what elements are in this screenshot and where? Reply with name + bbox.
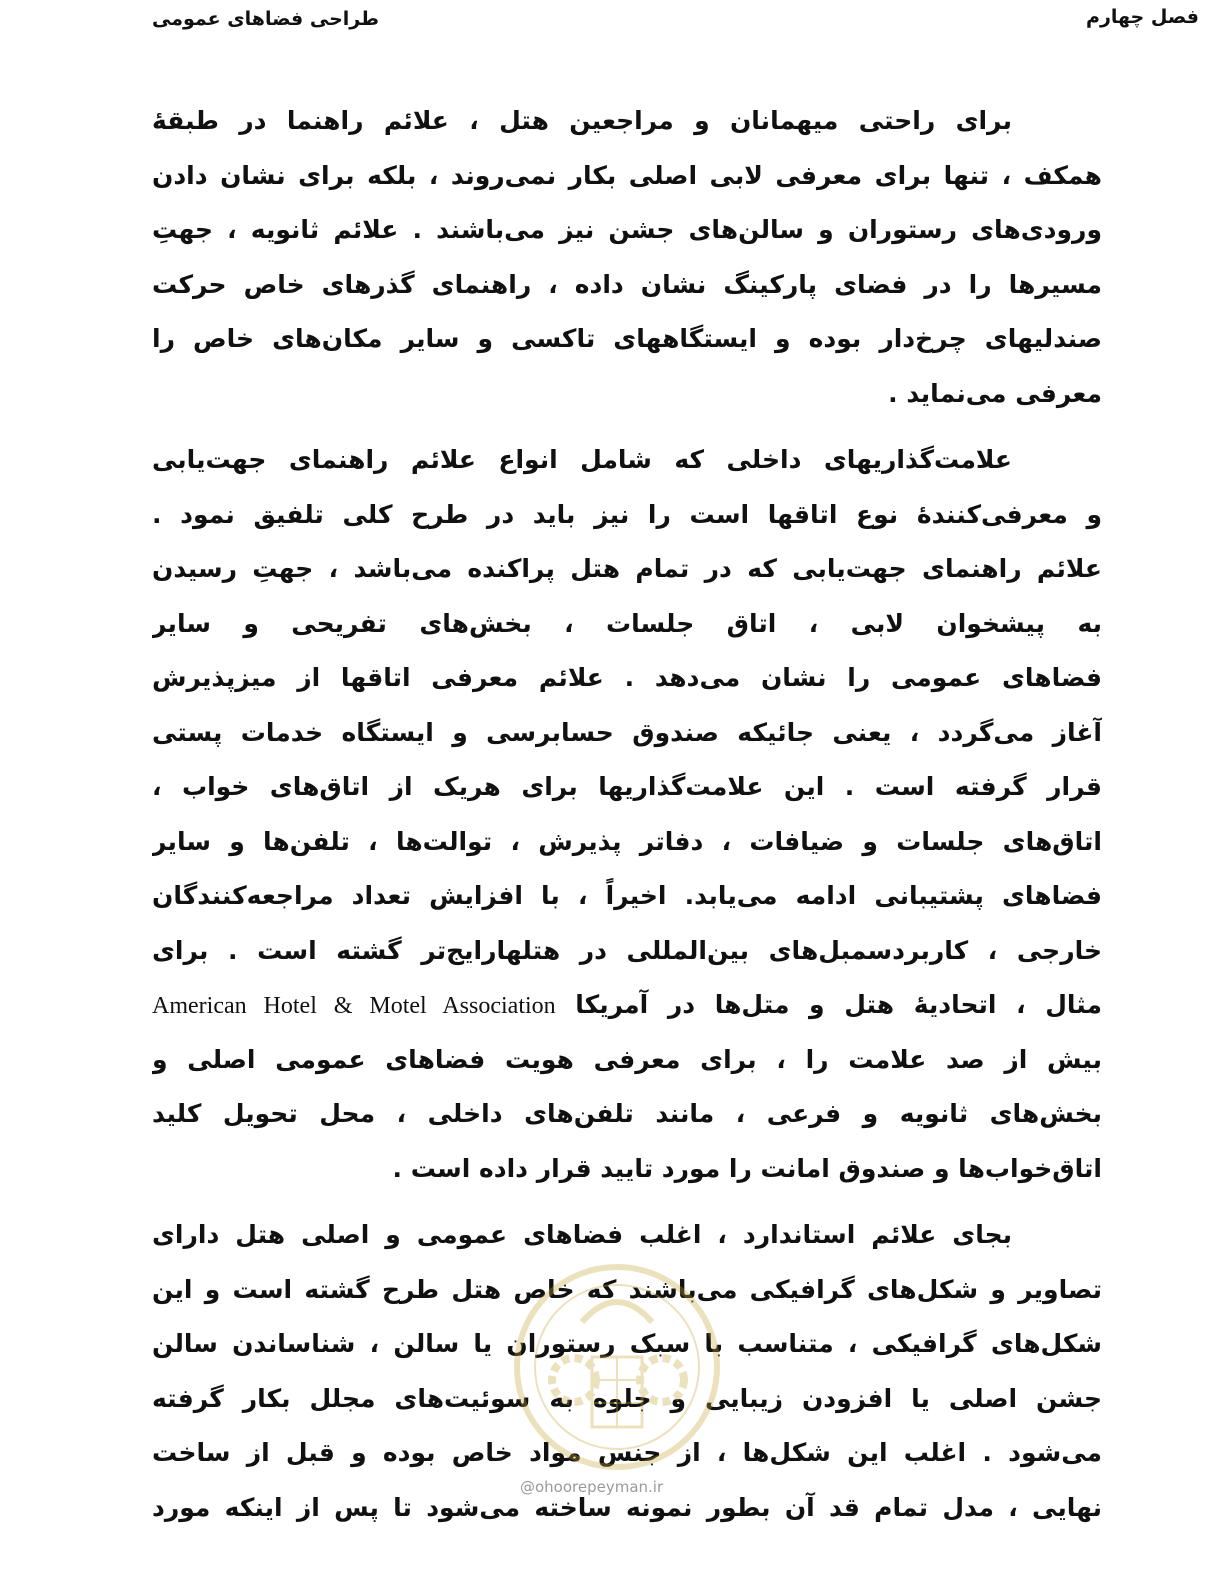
text-line: شکل‌های گرافیکی ، متناسب با سبک رستوران یا سالن ، شناساندن سالن bbox=[152, 1329, 1102, 1358]
text-line: علامت‌گذاریهای داخلی که شامل انواع علائم راهنمای جهت‌یابی bbox=[152, 445, 1012, 474]
text-line: آغاز می‌گردد ، یعنی جائیکه صندوق حسابرسی و ایستگاه خدمات پستی bbox=[152, 717, 1102, 747]
text-line: به پیشخوان لابی ، اتاق جلسات ، بخش‌های تفریحی و سایر bbox=[152, 608, 1102, 638]
text-line-with-latin bbox=[152, 978, 1102, 1033]
paragraph-1 bbox=[152, 94, 1102, 421]
watermark-url: @ohoorepeyman.ir bbox=[520, 1478, 664, 1496]
text-line: علائم راهنمای جهت‌یابی که در تمام هتل پراکنده می‌باشد ، جهتِ رسیدن bbox=[152, 554, 1102, 583]
text-line: نهایی ، مدل تمام قد آن بطور نمونه ساخته می‌شود تا پس از اینکه مورد bbox=[152, 1492, 1102, 1522]
paragraph-2 bbox=[152, 433, 1102, 1196]
text-line: ورودی‌های رستوران و سالن‌های جشن نیز می‌باشند . علائم ثانویه ، جهتِ bbox=[152, 215, 1102, 244]
text-line: می‌شود . اغلب این شکل‌ها ، از جنس مواد خاص بوده و قبل از ساخت bbox=[152, 1438, 1102, 1467]
text-line: فضاهای پشتیبانی ادامه می‌یابد. اخیراً ، با افزایش تعداد مراجعه‌کنندگان bbox=[152, 881, 1102, 910]
text-line: و معرفی‌کنندهٔ نوع اتاقها است را نیز باید در طرح کلی تلفیق نمود . bbox=[152, 499, 1102, 529]
text-line: برای راحتی میهمانان و مراجعین هتل ، علائم راهنما در طبقهٔ bbox=[152, 106, 1012, 135]
text-line: خارجی ، کاربردسمبل‌های بین‌المللی در هتلهارایج‌تر گشته است . برای bbox=[152, 935, 1102, 965]
text-line: اتاق‌های جلسات و ضیافات ، دفاتر پذیرش ، توالت‌ها ، تلفن‌ها و سایر bbox=[152, 826, 1102, 856]
text-line: قرار گرفته است . این علامت‌گذاریها برای هریک از اتاق‌های خواب ، bbox=[152, 772, 1102, 801]
chapter-label: فصل چهارم bbox=[1086, 6, 1199, 28]
text-line: تصاویر و شکل‌های گرافیکی می‌باشند که خاص هتل طرح گشته است و این bbox=[152, 1274, 1102, 1304]
text-line: فضاهای عمومی را نشان می‌دهد . علائم معرفی اتاقها از میزپذیرش bbox=[152, 663, 1102, 692]
text-line: بخش‌های ثانویه و فرعی ، مانند تلفن‌های داخلی ، محل تحویل کلید bbox=[152, 1099, 1102, 1128]
latin-phrase: American Hotel & Motel Association bbox=[152, 993, 556, 1019]
running-title: طراحی فضاهای عمومی bbox=[152, 8, 380, 30]
text-line: بیش از صد علامت را ، برای معرفی هویت فضاهای عمومی اصلی و bbox=[152, 1044, 1102, 1074]
text-line: همکف ، تنها برای معرفی لابی اصلی بکار نمی‌روند ، بلکه برای نشان دادن bbox=[152, 160, 1102, 190]
text-line: معرفی می‌نماید . bbox=[888, 378, 1102, 408]
page-header bbox=[0, 0, 1229, 50]
text-line: بجای علائم استاندارد ، اغلب فضاهای عمومی و اصلی هتل دارای bbox=[152, 1220, 1012, 1249]
text-line-fragment: مثال ، اتحادیهٔ هتل و متل‌ها در آمریکا bbox=[575, 990, 1102, 1019]
body-text bbox=[152, 94, 1102, 1535]
text-line: اتاق‌خواب‌ها و صندوق امانت را مورد تایید قرار داده است . bbox=[392, 1153, 1102, 1183]
text-line: صندلیهای چرخ‌دار بوده و ایستگاههای تاکسی و سایر مکان‌های خاص را bbox=[152, 324, 1102, 353]
text-line: مسیرها را در فضای پارکینگ نشان داده ، راهنمای گذرهای خاص حرکت bbox=[152, 269, 1102, 299]
text-line: جشن اصلی یا افزودن زیبایی و جلوه به سوئیت‌های مجلل بکار گرفته bbox=[152, 1383, 1102, 1413]
